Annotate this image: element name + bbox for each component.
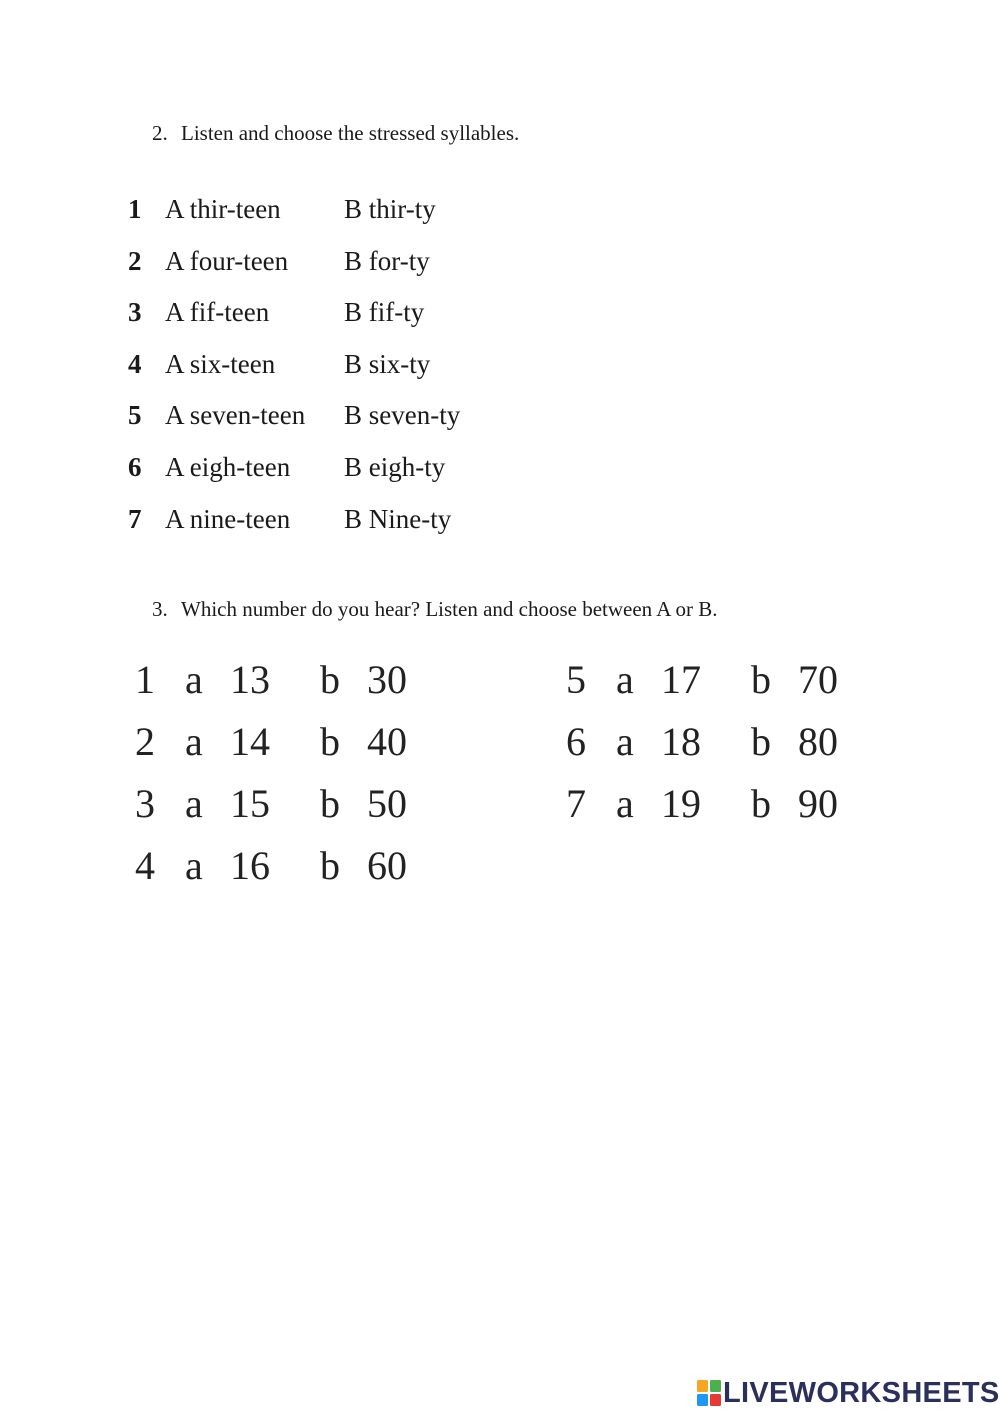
exercise-2-number: 2. (152, 121, 168, 145)
option-a[interactable]: 19 (661, 781, 701, 826)
option-a-label: a (185, 719, 203, 764)
item-number: 5 (566, 657, 586, 702)
option-a[interactable]: A thir-teen (165, 194, 281, 224)
exercise-3-number: 3. (152, 597, 168, 621)
item-number: 6 (566, 719, 586, 764)
liveworksheets-brand (697, 1376, 1000, 1410)
option-b[interactable]: 50 (367, 781, 407, 826)
option-b-label: b (320, 781, 340, 826)
option-a[interactable]: A nine-teen (165, 503, 291, 534)
option-a[interactable]: A four-teen (165, 245, 289, 276)
item-number: 1 (128, 194, 142, 224)
option-b[interactable]: B seven-ty (344, 400, 461, 431)
option-b-label: b (320, 657, 340, 702)
item-number: 1 (135, 657, 155, 702)
option-a[interactable]: A seven-teen (165, 400, 306, 431)
option-b-label: b (320, 719, 340, 764)
option-b[interactable]: 90 (798, 781, 838, 826)
logo-tile-orange (697, 1380, 708, 1392)
option-a[interactable]: 13 (230, 657, 270, 702)
option-b-label: b (751, 657, 771, 702)
logo-tile-blue (697, 1394, 708, 1406)
option-a-label: a (616, 719, 634, 764)
option-a-label: a (616, 657, 634, 702)
option-b-label: b (320, 843, 340, 888)
logo-tile-green (710, 1380, 721, 1392)
option-a[interactable]: A fif-teen (165, 297, 270, 328)
option-b[interactable]: B six-ty (344, 348, 431, 379)
item-number: 7 (566, 781, 586, 826)
option-b[interactable]: B Nine-ty (344, 503, 452, 534)
option-a[interactable]: 15 (230, 781, 270, 826)
option-a-label: a (185, 843, 203, 888)
option-a-label: a (185, 781, 203, 826)
option-a[interactable]: 14 (230, 719, 270, 764)
option-b[interactable]: B thir-ty (344, 194, 436, 224)
option-b[interactable]: 80 (798, 719, 838, 764)
item-number: 2 (128, 245, 142, 276)
option-b-label: b (751, 719, 771, 764)
option-a[interactable]: A eigh-teen (165, 451, 291, 482)
option-b[interactable]: 70 (798, 657, 838, 702)
item-number: 2 (135, 719, 155, 764)
option-b[interactable]: 30 (367, 657, 407, 702)
exercise-2-instruction (152, 121, 519, 146)
option-b[interactable]: B for-ty (344, 245, 430, 276)
exercise-3-instruction-text: Which number do you hear? Listen and choose between A or B. (181, 597, 718, 621)
option-a[interactable]: 17 (661, 657, 701, 702)
option-b[interactable]: 40 (367, 719, 407, 764)
item-number: 7 (128, 503, 142, 534)
exercise-3-instruction (152, 597, 718, 622)
exercise-2-instruction-text: Listen and choose the stressed syllables. (181, 121, 520, 145)
item-number: 6 (128, 451, 142, 482)
liveworksheets-logo-icon (697, 1380, 721, 1406)
option-b[interactable]: B fif-ty (344, 297, 425, 328)
item-number: 3 (135, 781, 155, 826)
item-number: 3 (128, 297, 142, 328)
logo-tile-red (710, 1394, 721, 1406)
item-number: 5 (128, 400, 142, 431)
option-b-label: b (751, 781, 771, 826)
option-a-label: a (185, 657, 203, 702)
option-b[interactable]: B eigh-ty (344, 451, 446, 482)
item-number: 4 (128, 348, 142, 379)
option-a[interactable]: A six-teen (165, 348, 276, 379)
option-a-label: a (616, 781, 634, 826)
option-a[interactable]: 16 (230, 843, 270, 888)
brand-name: LIVEWORKSHEETS (723, 1376, 1000, 1409)
option-b[interactable]: 60 (367, 843, 407, 888)
item-number: 4 (135, 843, 155, 888)
option-a[interactable]: 18 (661, 719, 701, 764)
